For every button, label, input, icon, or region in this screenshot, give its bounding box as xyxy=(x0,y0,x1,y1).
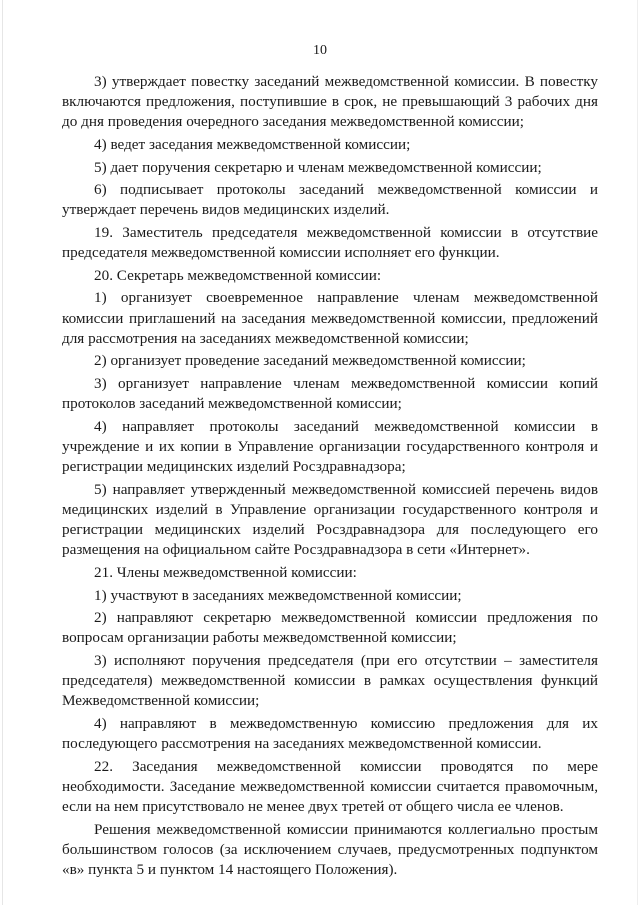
paragraph-secretary-item-3: 3) организует направление членам межведомственной комиссии копий протоколов заседаний межведомственной комиссии; xyxy=(62,374,598,413)
paragraph-section-20-heading: 20. Секретарь межведомственной комиссии: xyxy=(94,266,382,284)
paragraph-secretary-item-5: 5) направляет утвержденный межведомственной комиссией перечень видов медицинских изделий в Управление организации государственного контроля и регистрации медицинских изделий Росздравнадзора для последующего его размещения на официальном сайте Росздравнадзора в сети «Интернет». xyxy=(62,480,598,559)
paragraph-secretary-item-2: 2) организует проведение заседаний межведомственной комиссии; xyxy=(94,352,526,370)
paragraph-section-21-heading: 21. Члены межведомственной комиссии: xyxy=(94,563,357,581)
paragraph-section-22: 22. Заседания межведомственной комиссии проводятся по мере необходимости. Заседание межведомственной комиссии считается правомочным, если на нем присутствовало не менее двух третей от общего числа ее членов. xyxy=(62,757,598,816)
paragraph-item-5-orders: 5) дает поручения секретарю и членам межведомственной комиссии; xyxy=(94,158,542,176)
paragraph-item-4-meetings: 4) ведет заседания межведомственной комиссии; xyxy=(94,136,411,153)
paragraph-item-3-agenda: 3) утверждает повестку заседаний межведомственной комиссии. В повестку включаются предложения, поступившие в срок, не превышающий 3 рабочих дня до дня проведения очередного заседания межведомственной комиссии; xyxy=(62,73,598,131)
paragraph-item-6-signs: 6) подписывает протоколы заседаний межведомственной комиссии и утверждает перечень видов медицинских изделий. xyxy=(62,181,598,219)
paragraph-secretary-item-1: 1) организует своевременное направление членам межведомственной комиссии приглашений на заседания межведомственной комиссии, предложений для рассмотрения на заседаниях межведомственной комиссии; xyxy=(62,289,598,347)
document-body xyxy=(62,72,598,883)
scan-edge-right xyxy=(637,0,638,905)
paragraph-secretary-item-4: 4) направляет протоколы заседаний межведомственной комиссии в учреждение и их копии в Управление организации государственного контроля и регистрации медицинских изделий Росздравнадзора; xyxy=(62,417,598,476)
page-number: 10 xyxy=(313,43,327,58)
paragraph-members-item-2: 2) направляют секретарю межведомственной комиссии предложения по вопросам организации работы межведомственной комиссии; xyxy=(62,609,598,647)
paragraph-members-item-3: 3) исполняют поручения председателя (при его отсутствии – заместителя председателя) межведомственной комиссии в рамках осуществления функций Межведомственной комиссии; xyxy=(62,651,598,710)
paragraph-members-item-1: 1) участвуют в заседаниях межведомственной комиссии; xyxy=(94,586,462,604)
paragraph-members-item-4: 4) направляют в межведомственную комиссию предложения для их последующего рассмотрения на заседаниях межведомственной комиссии. xyxy=(62,714,598,753)
paragraph-decisions: Решения межведомственной комиссии принимаются коллегиально простым большинством голосов (за исключением случаев, предусмотренных подпунктом «в» пункта 5 и пунктом 14 настоящего Положения). xyxy=(62,820,598,879)
paragraph-section-19: 19. Заместитель председателя межведомственной комиссии в отсутствие председателя межведомственной комиссии исполняет его функции. xyxy=(62,223,598,262)
scan-edge-left xyxy=(2,0,3,905)
